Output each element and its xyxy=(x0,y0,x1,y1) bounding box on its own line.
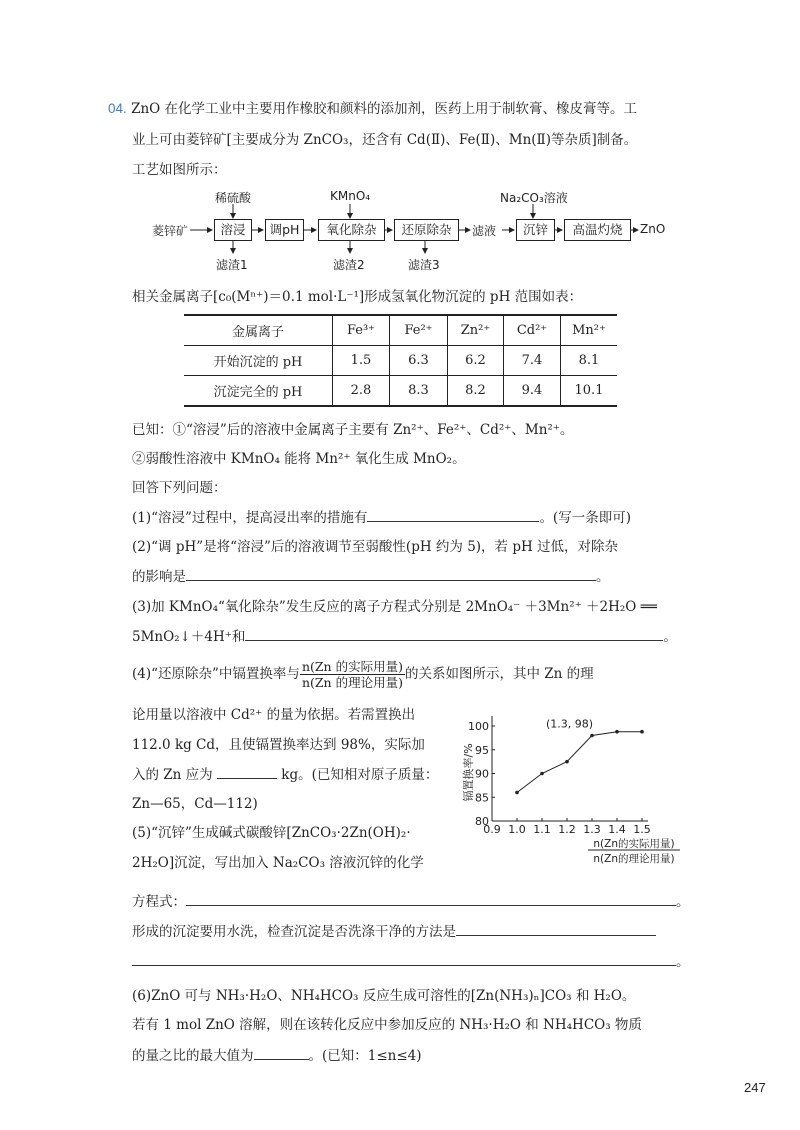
flow-start: 菱锌矿 xyxy=(152,224,189,238)
table-cell: 8.3 xyxy=(390,376,448,407)
ph-range-table xyxy=(184,314,617,407)
q2-line-1: (2)“调 pH”是将“溶浸”后的溶液调节至弱酸性(pH 约为 5)，若 pH 过低，对除杂 xyxy=(132,539,619,555)
table-row xyxy=(184,376,617,407)
chart-x-tick-label: 1.0 xyxy=(508,823,526,836)
answer-prompt: 回答下列问题： xyxy=(132,480,227,496)
q4-fraction: $\frac{\text{n(Zn 的实际用量)}}{\text{n(Zn 的理论用量)}}$ xyxy=(301,659,403,690)
table-header-cell: Fe³⁺ xyxy=(333,315,390,346)
chart-x-tick-label: 1.5 xyxy=(633,823,651,836)
table-header-cell: Mn²⁺ xyxy=(561,315,618,346)
q6-line-2: 若有 1 mol ZnO 溶解，则在该转化反应中参加反应的 NH₃·H₂O 和 NH₄HCO₃ 物质 xyxy=(132,1017,642,1033)
q6-line-3: 的量之比的最大值为 。(已知：1≤n≤4) xyxy=(132,1045,422,1066)
flow-input-kmno4: KMnO₄ xyxy=(330,189,371,203)
chart-y-label: 镉置换率/% xyxy=(462,743,475,802)
flow-residue-1: 滤渣1 xyxy=(216,258,248,272)
intro-line-2: 业上可由菱锌矿[主要成分为 ZnCO₃，还含有 Cd(Ⅱ)、Fe(Ⅱ)、Mn(Ⅱ)等杂质]制备。 xyxy=(132,132,638,148)
table-header-cell: Fe²⁺ xyxy=(390,315,448,346)
chart-x-tick-label: 0.9 xyxy=(483,823,501,836)
table-cell: 7.4 xyxy=(504,346,561,376)
q5-wash-blank-1[interactable] xyxy=(456,921,656,936)
table-cell: 开始沉淀的 pH xyxy=(184,346,333,376)
table-cell: 2.8 xyxy=(333,376,390,407)
table-cell: 8.1 xyxy=(561,346,618,376)
table-header-cell: 金属离子 xyxy=(184,315,333,346)
q5-line-2: 2H₂O]沉淀，写出加入 Na₂CO₃ 溶液沉锌的化学 xyxy=(132,855,424,871)
flow-input-acid: 稀硫酸 xyxy=(215,191,252,205)
q5-wash-blank-2[interactable] xyxy=(132,951,676,966)
chart-data-point xyxy=(540,772,544,776)
chart-data-point xyxy=(640,730,644,734)
page-number: 247 xyxy=(744,1080,766,1095)
q4-line-5: Zn—65，Cd—112) xyxy=(132,796,258,812)
table-intro: 相关金属离子[c₀(Mⁿ⁺)＝0.1 mol·L⁻¹]形成氢氧化物沉淀的 pH 范围如表： xyxy=(132,289,583,305)
q3-answer-blank[interactable] xyxy=(245,626,663,641)
q2-answer-blank[interactable] xyxy=(186,566,596,581)
cadmium-replacement-chart xyxy=(460,700,690,870)
chart-y-tick-label: 95 xyxy=(475,743,489,757)
flow-step-reduction: 还原除杂 xyxy=(394,219,459,241)
chart-x-label-denominator: n(Zn的理论用量) xyxy=(593,853,675,865)
chart-annotation: (1.3, 98) xyxy=(546,717,594,731)
flow-filtrate: 滤液 xyxy=(472,224,497,238)
table-cell: 9.4 xyxy=(504,376,561,407)
q5-equation-blank[interactable] xyxy=(186,891,676,906)
q1-answer-blank[interactable] xyxy=(367,507,539,522)
table-cell: 10.1 xyxy=(561,376,618,407)
flow-step-adjust-ph: 调pH xyxy=(265,219,304,241)
chart-x-label-numerator: n(Zn的实际用量) xyxy=(593,838,675,850)
table-header-row xyxy=(184,315,617,346)
table-cell: 沉淀完全的 pH xyxy=(184,376,333,407)
q6-line-1: (6)ZnO 可与 NH₃·H₂O、NH₄HCO₃ 反应生成可溶性的[Zn(NH₃)ₙ]CO₃ 和 H₂O。 xyxy=(132,988,636,1004)
flow-residue-2: 滤渣2 xyxy=(333,258,365,272)
table-cell: 6.2 xyxy=(448,346,504,376)
chart-y-tick-label: 90 xyxy=(475,767,489,781)
known-1: 已知：①“溶浸”后的溶液中金属离子主要有 Zn²⁺、Fe²⁺、Cd²⁺、Mn²⁺。 xyxy=(132,422,574,438)
chart-y-tick-label: 85 xyxy=(475,791,489,805)
table-row xyxy=(184,346,617,376)
q5-line-5: 。 xyxy=(132,951,690,972)
q4-answer-blank[interactable] xyxy=(217,764,277,779)
q5-line-3: 方程式： 。 xyxy=(132,891,690,912)
chart-data-point xyxy=(515,791,519,795)
flow-step-precipitate-zinc: 沉锌 xyxy=(516,219,555,241)
table-cell: 8.2 xyxy=(448,376,504,407)
flow-step-oxidation: 氧化除杂 xyxy=(318,219,385,241)
chart-series-line xyxy=(517,732,642,793)
chart-x-tick-label: 1.3 xyxy=(583,823,601,836)
flow-product: ZnO xyxy=(640,222,666,236)
q2-line-2: 的影响是 。 xyxy=(132,566,610,587)
flow-input-na2co3: Na₂CO₃溶液 xyxy=(500,191,568,205)
chart-data-point xyxy=(590,734,594,738)
known-2: ②弱酸性溶液中 KMnO₄ 能将 Mn²⁺ 氧化生成 MnO₂。 xyxy=(132,451,466,467)
q6-answer-blank[interactable] xyxy=(254,1045,309,1060)
chart-x-tick-label: 1.1 xyxy=(533,823,551,836)
intro-line-3: 工艺如图所示： xyxy=(132,162,227,178)
chart-x-tick-label: 1.2 xyxy=(558,823,576,836)
q4-line-3: 112.0 kg Cd，且使镉置换率达到 98%，实际加 xyxy=(132,737,425,753)
table-cell: 1.5 xyxy=(333,346,390,376)
q4-line-1: (4)“还原除杂”中镉置换率与 $\frac{\text{n(Zn 的实际用量)}}{\text{n(Zn 的理论用量)}}$ 的关系如图所示，其中 Zn 的理 xyxy=(132,659,594,690)
q3-line-1: (3)加 KMnO₄“氧化除杂”发生反应的离子方程式分别是 2MnO₄⁻ ＋3Mn²⁺ ＋2H₂O ══ xyxy=(132,599,657,615)
table-header-cell: Zn²⁺ xyxy=(448,315,504,346)
chart-y-tick-label: 80 xyxy=(475,815,489,828)
table-cell: 6.3 xyxy=(390,346,448,376)
flow-step-calcine: 高温灼烧 xyxy=(564,219,631,241)
q4-line-4: 入的 Zn 应为 kg。(已知相对原子质量： xyxy=(132,764,438,785)
flow-residue-3: 滤渣3 xyxy=(408,258,440,272)
q3-line-2: 5MnO₂↓＋4H⁺和 。 xyxy=(132,626,677,647)
chart-data-point xyxy=(565,760,569,764)
chart-y-tick-label: 100 xyxy=(468,720,489,733)
q1-line: (1)“溶浸”过程中，提高浸出率的措施有 。(写一条即可) xyxy=(132,507,631,528)
q4-line-2: 论用量以溶液中 Cd²⁺ 的量为依据。若需置换出 xyxy=(132,707,416,723)
q5-line-4: 形成的沉淀要用水洗，检查沉淀是否洗涤干净的方法是 xyxy=(132,921,656,942)
chart-data-point xyxy=(615,730,619,734)
table-header-cell: Cd²⁺ xyxy=(504,315,561,346)
question-number: 04. xyxy=(108,101,127,116)
flow-step-dissolve: 溶浸 xyxy=(214,219,252,241)
intro-line-1: 04. ZnO 在化学工业中主要用作橡胶和颜料的添加剂，医药上用于制软膏、橡皮膏等。工 xyxy=(108,101,638,117)
chart-x-tick-label: 1.4 xyxy=(608,823,626,836)
q5-line-1: (5)“沉锌”生成碱式碳酸锌[ZnCO₃·2Zn(OH)₂· xyxy=(132,825,411,841)
